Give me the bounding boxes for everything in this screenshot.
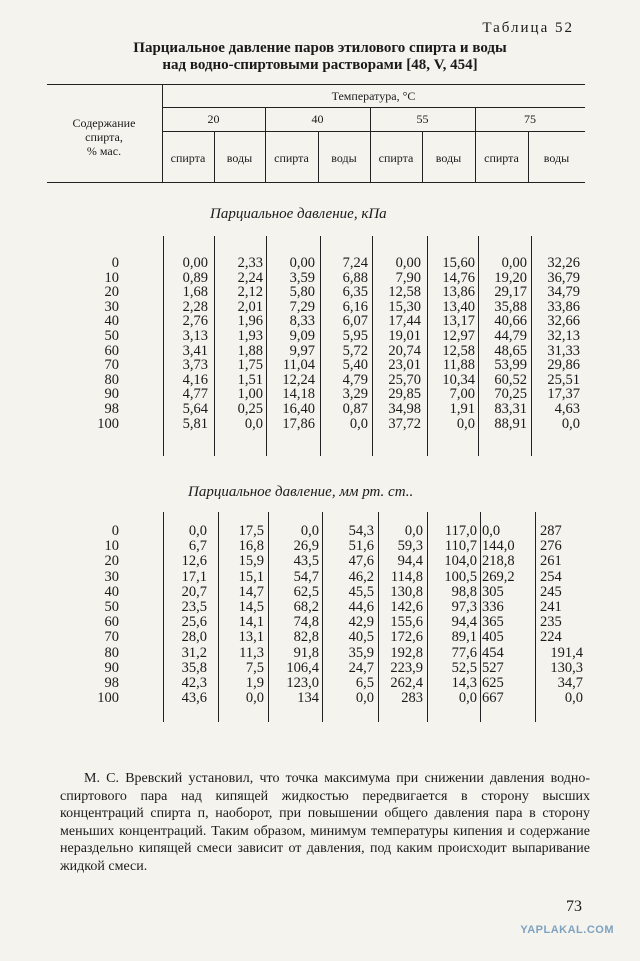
table-cell: 15,1 bbox=[238, 568, 264, 585]
table-cell: 48,65 bbox=[494, 342, 527, 359]
table-cell: 14,7 bbox=[238, 583, 264, 600]
table-cell: 37,72 bbox=[388, 415, 421, 432]
table-cell: 14,1 bbox=[238, 614, 264, 631]
table-cell: 8,33 bbox=[289, 313, 315, 330]
column-rule bbox=[320, 236, 321, 456]
temperature-75: 75 bbox=[524, 112, 536, 126]
table-cell: 5,64 bbox=[182, 401, 208, 417]
table-cell: 1,88 bbox=[237, 342, 263, 359]
table-cell: 218,8 bbox=[482, 553, 515, 570]
table-cell: 3,59 bbox=[289, 269, 315, 286]
alcohol-subheader: спирта bbox=[378, 151, 414, 165]
table-cell: 0,89 bbox=[182, 269, 208, 286]
table-cell: 6,35 bbox=[342, 284, 368, 301]
table-cell: 25,70 bbox=[388, 371, 421, 388]
table-cell: 15,60 bbox=[442, 255, 475, 271]
table-cell: 4,16 bbox=[182, 371, 208, 388]
row-label: 70 bbox=[104, 357, 119, 374]
table-cell: 51,6 bbox=[348, 538, 374, 555]
table-cell: 0,0 bbox=[355, 690, 374, 707]
table-cell: 0,0 bbox=[245, 690, 264, 707]
table-cell: 94,4 bbox=[451, 614, 477, 631]
table-cell: 34,79 bbox=[547, 284, 580, 301]
table-cell: 0,0 bbox=[188, 523, 207, 539]
table-cell: 12,24 bbox=[282, 371, 315, 388]
table-cell: 3,41 bbox=[182, 342, 208, 359]
table-cell: 0,0 bbox=[482, 523, 501, 539]
table-cell: 123,0 bbox=[286, 675, 319, 691]
alcohol-subheader: спирта bbox=[170, 151, 206, 165]
page-number: 73 bbox=[566, 898, 582, 915]
table-cell: 24,7 bbox=[348, 659, 374, 676]
table-cell: 365 bbox=[482, 614, 504, 631]
table-cell: 6,5 bbox=[355, 675, 374, 691]
column-rule bbox=[268, 512, 269, 722]
table-cell: 1,93 bbox=[237, 328, 263, 344]
table-cell: 283 bbox=[401, 690, 423, 707]
row-label: 98 bbox=[104, 401, 119, 417]
table-cell: 13,86 bbox=[442, 284, 475, 301]
table-cell: 19,20 bbox=[494, 269, 527, 286]
table-cell: 20,7 bbox=[181, 583, 207, 600]
content-label bbox=[47, 116, 161, 158]
table-cell: 241 bbox=[540, 599, 562, 615]
row-label: 20 bbox=[104, 553, 119, 570]
table-cell: 2,76 bbox=[182, 313, 208, 330]
column-rule bbox=[218, 512, 219, 722]
table-cell: 42,9 bbox=[348, 614, 374, 631]
table-cell: 17,44 bbox=[388, 313, 421, 330]
water-subheader: воды bbox=[543, 151, 570, 165]
table-cell: 29,17 bbox=[494, 284, 527, 301]
table-cell: 47,6 bbox=[348, 553, 374, 570]
table-cell: 42,3 bbox=[181, 675, 207, 691]
table-cell: 527 bbox=[482, 659, 504, 676]
row-label: 0 bbox=[111, 255, 119, 271]
table-cell: 5,81 bbox=[182, 415, 208, 432]
table-cell: 25,51 bbox=[547, 371, 580, 388]
table-cell: 276 bbox=[540, 538, 562, 555]
table-cell: 172,6 bbox=[390, 629, 423, 646]
table-cell: 1,96 bbox=[237, 313, 263, 330]
table-cell: 1,00 bbox=[237, 386, 263, 403]
row-label: 10 bbox=[104, 269, 119, 286]
table-cell: 19,01 bbox=[388, 328, 421, 344]
table-cell: 134 bbox=[297, 690, 319, 707]
table-cell: 130,8 bbox=[390, 583, 423, 600]
row-label: 0 bbox=[111, 523, 119, 539]
column-rule bbox=[266, 236, 267, 456]
row-label: 90 bbox=[104, 386, 119, 403]
table-cell: 269,2 bbox=[482, 568, 515, 585]
column-rule bbox=[535, 512, 536, 722]
table-cell: 68,2 bbox=[293, 599, 319, 615]
row-label: 70 bbox=[104, 629, 119, 646]
row-label: 30 bbox=[104, 568, 119, 585]
table-cell: 25,6 bbox=[181, 614, 207, 631]
table-cell: 29,86 bbox=[547, 357, 580, 374]
body-paragraph: М. С. Вревский установил, что точка максимума при снижении давления водно-спиртового пара над кипящей жидкостью передвигается в сторону высших концентраций спирта п, наоборот, при повышении общего давления пара в сторону меньших концентраций. Таким образом, минимум температуры кипения и содержание нераздельно кипящей смеси зависит от давления, под каким происходит выпаривание жидкой смеси. bbox=[60, 771, 590, 874]
table-cell: 32,13 bbox=[547, 328, 580, 344]
row-label: 100 bbox=[97, 690, 119, 707]
table-cell: 89,1 bbox=[451, 629, 477, 646]
table-cell: 9,97 bbox=[289, 342, 315, 359]
table-cell: 91,8 bbox=[293, 644, 319, 661]
table-cell: 20,74 bbox=[388, 342, 421, 359]
table-cell: 34,7 bbox=[557, 675, 583, 691]
table-cell: 5,95 bbox=[342, 328, 368, 344]
table-cell: 7,24 bbox=[342, 255, 368, 271]
table-cell: 60,52 bbox=[494, 371, 527, 388]
table-cell: 59,3 bbox=[397, 538, 423, 555]
table-cell: 254 bbox=[540, 568, 562, 585]
table-cell: 40,66 bbox=[494, 313, 527, 330]
table-cell: 106,4 bbox=[286, 659, 319, 676]
column-rule bbox=[480, 512, 481, 722]
table-cell: 14,5 bbox=[238, 599, 264, 615]
table-cell: 14,3 bbox=[451, 675, 477, 691]
table-cell: 0,87 bbox=[342, 401, 368, 417]
content-label-line: Содержание bbox=[72, 116, 136, 130]
table-cell: 1,91 bbox=[449, 401, 475, 417]
table-cell: 23,01 bbox=[388, 357, 421, 374]
table-cell: 235 bbox=[540, 614, 562, 631]
column-rule bbox=[427, 236, 428, 456]
row-label: 50 bbox=[104, 328, 119, 344]
table-cell: 0,00 bbox=[182, 255, 208, 271]
table-cell: 2,28 bbox=[182, 298, 208, 315]
table-cell: 191,4 bbox=[550, 644, 583, 661]
table-cell: 7,00 bbox=[449, 386, 475, 403]
table-cell: 70,25 bbox=[494, 386, 527, 403]
table-cell: 35,9 bbox=[348, 644, 374, 661]
table-cell: 12,58 bbox=[388, 284, 421, 301]
content-label-line: спирта, bbox=[85, 130, 123, 144]
table-cell: 6,7 bbox=[188, 538, 207, 555]
table-cell: 5,72 bbox=[342, 342, 368, 359]
table-cell: 245 bbox=[540, 583, 562, 600]
table-cell: 192,8 bbox=[390, 644, 423, 661]
table-cell: 114,8 bbox=[390, 568, 423, 585]
table-cell: 13,1 bbox=[238, 629, 264, 646]
column-rule bbox=[322, 512, 323, 722]
table-cell: 12,58 bbox=[442, 342, 475, 359]
table-cell: 0,00 bbox=[395, 255, 421, 271]
table-cell: 5,80 bbox=[289, 284, 315, 301]
table-cell: 11,3 bbox=[239, 644, 264, 661]
table-cell: 2,01 bbox=[237, 298, 263, 315]
table-cell: 7,5 bbox=[245, 659, 264, 676]
table-cell: 12,6 bbox=[181, 553, 207, 570]
table-cell: 0,0 bbox=[349, 415, 368, 432]
table-cell: 14,18 bbox=[282, 386, 315, 403]
table-number: Таблица 52 bbox=[482, 20, 574, 36]
table-cell: 305 bbox=[482, 583, 504, 600]
table-cell: 54,3 bbox=[348, 523, 374, 539]
row-label: 40 bbox=[104, 583, 119, 600]
row-label: 10 bbox=[104, 538, 119, 555]
temperature-20: 20 bbox=[207, 112, 220, 126]
table-cell: 4,77 bbox=[182, 386, 208, 403]
column-rule bbox=[478, 236, 479, 456]
table-cell: 23,5 bbox=[181, 599, 207, 615]
table-cell: 3,73 bbox=[182, 357, 208, 374]
temperature-label: Температура, °С bbox=[331, 89, 416, 103]
table-cell: 4,63 bbox=[554, 401, 580, 417]
table-cell: 31,2 bbox=[181, 644, 207, 661]
table-cell: 0,0 bbox=[561, 415, 580, 432]
table-cell: 77,6 bbox=[451, 644, 477, 661]
table-title bbox=[60, 40, 580, 74]
table-cell: 6,88 bbox=[342, 269, 368, 286]
row-label: 60 bbox=[104, 342, 119, 359]
row-label: 80 bbox=[104, 371, 119, 388]
table-cell: 36,79 bbox=[547, 269, 580, 286]
table-cell: 1,68 bbox=[182, 284, 208, 301]
table-cell: 2,33 bbox=[237, 255, 263, 271]
header-top-rule bbox=[47, 84, 585, 85]
table-cell: 83,31 bbox=[494, 401, 527, 417]
table-cell: 17,86 bbox=[282, 415, 315, 432]
table-cell: 2,24 bbox=[237, 269, 263, 286]
table-cell: 0,0 bbox=[300, 523, 319, 539]
column-rule bbox=[378, 512, 379, 722]
table-cell: 261 bbox=[540, 553, 562, 570]
table-cell: 16,8 bbox=[238, 538, 264, 555]
table-cell: 62,5 bbox=[293, 583, 319, 600]
column-rule bbox=[214, 236, 215, 456]
water-subheader: воды bbox=[435, 151, 462, 165]
table-cell: 15,9 bbox=[238, 553, 264, 570]
table-cell: 13,17 bbox=[442, 313, 475, 330]
temp-sub-rule bbox=[162, 131, 585, 132]
table-cell: 454 bbox=[482, 644, 504, 661]
table-cell: 29,85 bbox=[388, 386, 421, 403]
title-line-2: над водно-спиртовыми растворами [48, V, 454] bbox=[162, 57, 478, 73]
column-rule bbox=[372, 236, 373, 456]
table-cell: 7,90 bbox=[395, 269, 421, 286]
table-cell: 98,8 bbox=[451, 583, 477, 600]
table-cell: 43,5 bbox=[293, 553, 319, 570]
table-cell: 11,04 bbox=[282, 357, 315, 374]
table-cell: 14,76 bbox=[442, 269, 475, 286]
table-cell: 97,3 bbox=[451, 599, 477, 615]
table-cell: 26,9 bbox=[293, 538, 319, 555]
table-cell: 3,29 bbox=[342, 386, 368, 403]
table-cell: 110,7 bbox=[444, 538, 477, 555]
table-cell: 2,12 bbox=[237, 284, 263, 301]
table-cell: 144,0 bbox=[482, 538, 515, 555]
temperature-40: 40 bbox=[311, 112, 324, 126]
table-cell: 12,97 bbox=[442, 328, 475, 344]
table-cell: 33,86 bbox=[547, 298, 580, 315]
column-rule bbox=[531, 236, 532, 456]
table-cell: 223,9 bbox=[390, 659, 423, 676]
title-line-1: Парциальное давление паров этилового спирта и воды bbox=[133, 40, 507, 56]
table-cell: 0,00 bbox=[289, 255, 315, 271]
table-cell: 35,8 bbox=[181, 659, 207, 676]
alcohol-subheader: спирта bbox=[484, 151, 519, 165]
table-cell: 46,2 bbox=[348, 568, 374, 585]
table-cell: 54,7 bbox=[293, 568, 319, 585]
table-cell: 43,6 bbox=[181, 690, 207, 707]
table-cell: 88,91 bbox=[494, 415, 527, 432]
content-label-line: % мас. bbox=[86, 144, 122, 158]
table-cell: 100,5 bbox=[444, 568, 477, 585]
row-label: 98 bbox=[104, 675, 119, 691]
table-cell: 4,79 bbox=[342, 371, 368, 388]
table-cell: 3,13 bbox=[182, 328, 208, 344]
table-cell: 10,34 bbox=[442, 371, 475, 388]
table-cell: 1,9 bbox=[245, 675, 264, 691]
table-cell: 9,09 bbox=[289, 328, 315, 344]
table-cell: 32,66 bbox=[547, 313, 580, 330]
table-cell: 0,0 bbox=[244, 415, 263, 432]
table-cell: 82,8 bbox=[293, 629, 319, 646]
column-rule bbox=[163, 236, 164, 456]
table-cell: 94,4 bbox=[397, 553, 423, 570]
temp-rule bbox=[162, 107, 585, 108]
table-cell: 40,5 bbox=[348, 629, 374, 646]
table-cell: 31,33 bbox=[547, 342, 580, 359]
table-cell: 32,26 bbox=[547, 255, 580, 271]
table-cell: 44,79 bbox=[494, 328, 527, 344]
table-cell: 13,40 bbox=[442, 298, 475, 315]
table-cell: 11,88 bbox=[442, 357, 475, 374]
column-rule bbox=[163, 512, 164, 722]
row-label: 20 bbox=[104, 284, 119, 301]
table-cell: 155,6 bbox=[390, 614, 423, 631]
table-cell: 1,75 bbox=[237, 357, 263, 374]
row-label: 30 bbox=[104, 298, 119, 315]
section-caption: Парциальное давление, мм рт. ст.. bbox=[188, 484, 414, 500]
table-cell: 17,1 bbox=[181, 568, 207, 585]
table-cell: 52,5 bbox=[451, 659, 477, 676]
table-cell: 405 bbox=[482, 629, 504, 646]
water-subheader: воды bbox=[331, 151, 357, 165]
table-cell: 667 bbox=[482, 690, 504, 707]
table-cell: 6,16 bbox=[342, 298, 368, 315]
table-cell: 17,5 bbox=[238, 523, 264, 539]
table-cell: 34,98 bbox=[388, 401, 421, 417]
table-cell: 336 bbox=[482, 599, 504, 615]
row-label: 60 bbox=[104, 614, 119, 631]
column-rule bbox=[427, 512, 428, 722]
table-cell: 53,99 bbox=[494, 357, 527, 374]
table-cell: 5,40 bbox=[342, 357, 368, 374]
table-cell: 1,51 bbox=[237, 371, 263, 388]
header-bottom-rule bbox=[47, 182, 585, 183]
table-cell: 74,8 bbox=[293, 614, 319, 631]
table-cell: 0,0 bbox=[404, 523, 423, 539]
table-cell: 0,25 bbox=[237, 401, 263, 417]
table-cell: 262,4 bbox=[390, 675, 423, 691]
table-cell: 6,07 bbox=[342, 313, 368, 330]
table-cell: 0,00 bbox=[501, 255, 527, 271]
table-cell: 17,37 bbox=[547, 386, 580, 403]
table-cell: 7,29 bbox=[289, 298, 315, 315]
table-cell: 16,40 bbox=[282, 401, 315, 417]
watermark: YAPLAKAL.COM bbox=[520, 924, 614, 936]
table-cell: 45,5 bbox=[348, 583, 374, 600]
alcohol-subheader: спирта bbox=[274, 151, 309, 165]
row-label: 90 bbox=[104, 659, 119, 676]
section-caption: Парциальное давление, кПа bbox=[210, 206, 387, 222]
table-cell: 287 bbox=[540, 523, 562, 539]
table-cell: 625 bbox=[482, 675, 504, 691]
table-cell: 104,0 bbox=[444, 553, 477, 570]
row-label: 40 bbox=[104, 313, 119, 330]
row-label: 80 bbox=[104, 644, 119, 661]
temperature-55: 55 bbox=[416, 112, 429, 126]
table-cell: 44,6 bbox=[348, 599, 374, 615]
table-cell: 0,0 bbox=[456, 415, 475, 432]
table-cell: 28,0 bbox=[181, 629, 207, 646]
table-cell: 117,0 bbox=[444, 523, 477, 539]
row-label: 100 bbox=[97, 415, 119, 432]
table-cell: 15,30 bbox=[388, 298, 421, 315]
table-cell: 130,3 bbox=[550, 659, 583, 676]
table-cell: 224 bbox=[540, 629, 562, 646]
table-cell: 0,0 bbox=[564, 690, 583, 707]
water-subheader: воды bbox=[226, 151, 253, 165]
table-cell: 35,88 bbox=[494, 298, 527, 315]
row-label: 50 bbox=[104, 599, 119, 615]
table-cell: 0,0 bbox=[458, 690, 477, 707]
table-cell: 142,6 bbox=[390, 599, 423, 615]
